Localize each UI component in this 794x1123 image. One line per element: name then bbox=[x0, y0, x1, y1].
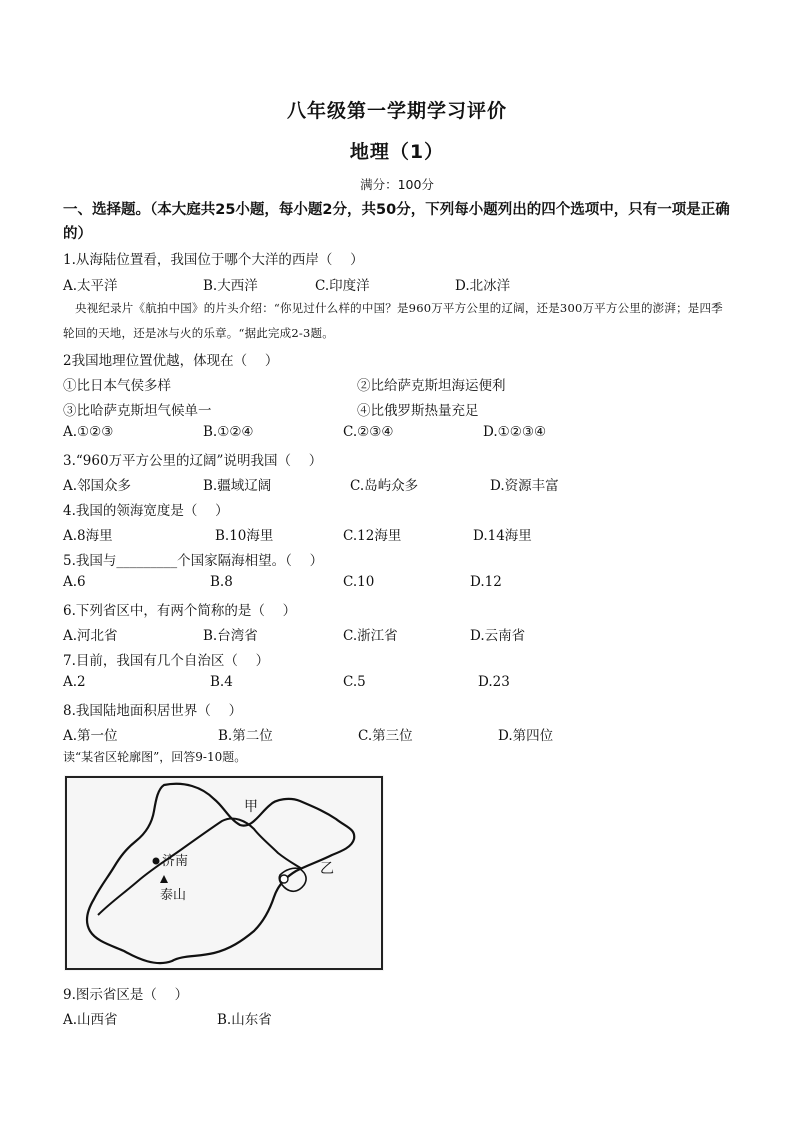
province-outline-map bbox=[64, 775, 384, 971]
q5-option-c: C.10 bbox=[343, 574, 375, 590]
page-title: 八年级第一学期学习评价 bbox=[286, 100, 507, 122]
q2-option-d: D.①②③④ bbox=[483, 424, 547, 440]
question-3-stem: 3.“960万平方公里的辽阔”说明我国（ ） bbox=[63, 453, 323, 469]
q4-option-b: B.10海里 bbox=[215, 528, 274, 544]
q3-option-b: B.疆域辽阔 bbox=[203, 478, 272, 494]
q3-option-c: C.岛屿众多 bbox=[350, 478, 419, 494]
label-taishan: 泰山 bbox=[160, 888, 187, 903]
q4-option-d: D.14海里 bbox=[473, 528, 532, 544]
q6-option-a: A.河北省 bbox=[63, 628, 118, 644]
city-marker-yi bbox=[280, 875, 288, 883]
q8-option-b: B.第二位 bbox=[218, 728, 273, 744]
question-4-stem: 4.我国的领海宽度是（ ） bbox=[63, 503, 229, 519]
q5-option-b: B.8 bbox=[210, 574, 233, 590]
q6-option-c: C.浙江省 bbox=[343, 628, 398, 644]
q2-statement-3: ③比哈萨克斯坦气候单一 bbox=[63, 403, 212, 419]
label-jia: 甲 bbox=[244, 799, 258, 815]
full-score: 满分：100分 bbox=[360, 177, 434, 192]
q9-option-a: A.山西省 bbox=[63, 1012, 118, 1028]
q8-option-c: C.第三位 bbox=[358, 728, 413, 744]
q1-option-c: C.印度洋 bbox=[315, 278, 370, 294]
q1-option-d: D.北冰洋 bbox=[455, 278, 511, 294]
q7-option-d: D.23 bbox=[478, 674, 510, 690]
q2-option-b: B.①②④ bbox=[203, 424, 254, 440]
q2-option-a: A.①②③ bbox=[63, 424, 114, 440]
q3-option-d: D.资源丰富 bbox=[490, 478, 559, 494]
question-9-stem: 9.图示省区是（ ） bbox=[63, 987, 189, 1003]
label-jinan: 济南 bbox=[162, 854, 189, 869]
map-frame bbox=[66, 777, 382, 969]
q4-option-a: A.8海里 bbox=[63, 528, 113, 544]
question-5-stem: 5.我国与_________个国家隔海相望。（ ） bbox=[63, 553, 324, 569]
q7-option-a: A.2 bbox=[63, 674, 86, 690]
q7-option-c: C.5 bbox=[343, 674, 366, 690]
city-marker-jinan bbox=[153, 858, 160, 865]
q8-option-a: A.第一位 bbox=[63, 728, 118, 744]
q4-option-c: C.12海里 bbox=[343, 528, 402, 544]
q6-option-b: B.台湾省 bbox=[203, 628, 258, 644]
label-yi: 乙 bbox=[320, 861, 334, 877]
reading-passage: 央视纪录片《航拍中国》的片头介绍：“你见过什么样的中国？是960万平方公里的辽阔，还是300万平方公里的澎湃；是四季轮回的天地，还是冰与火的乐章。“据此完成2-3题。 bbox=[63, 301, 723, 340]
q9-option-b: B.山东省 bbox=[217, 1012, 272, 1028]
question-1-stem: 1.从海陆位置看，我国位于哪个大洋的西岸（ ） bbox=[63, 252, 364, 268]
question-2-stem: 2我国地理位置优越，体现在（ ） bbox=[63, 353, 279, 369]
question-8-stem: 8.我国陆地面积居世界（ ） bbox=[63, 703, 243, 719]
q5-option-d: D.12 bbox=[470, 574, 502, 590]
q7-option-b: B.4 bbox=[210, 674, 233, 690]
q8-option-d: D.第四位 bbox=[498, 728, 554, 744]
section-heading: 一、选择题。（本大庭共25小题，每小题2分，共50分，下列每小题列出的四个选项中，只有一项是正确的） bbox=[63, 202, 730, 242]
q2-statement-4: ④比俄罗斯热量充足 bbox=[357, 403, 479, 419]
q1-option-b: B.大西洋 bbox=[203, 278, 258, 294]
q1-option-a: A.太平洋 bbox=[63, 278, 118, 294]
q2-statement-2: ②比给萨克斯坦海运便利 bbox=[357, 378, 506, 394]
subject-title: 地理（1） bbox=[349, 141, 445, 163]
q2-option-c: C.②③④ bbox=[343, 424, 394, 440]
map-instruction: 读“某省区轮廓图”，回答9-10题。 bbox=[63, 750, 247, 764]
q5-option-a: A.6 bbox=[63, 574, 86, 590]
map-svg bbox=[64, 775, 384, 971]
q3-option-a: A.邻国众多 bbox=[63, 478, 132, 494]
q6-option-d: D.云南省 bbox=[470, 628, 526, 644]
q2-statement-1: ①比日本气侯多样 bbox=[63, 378, 171, 394]
question-7-stem: 7.目前，我国有几个自治区（ ） bbox=[63, 653, 270, 669]
question-6-stem: 6.下列省区中，有两个简称的是（ ） bbox=[63, 603, 297, 619]
